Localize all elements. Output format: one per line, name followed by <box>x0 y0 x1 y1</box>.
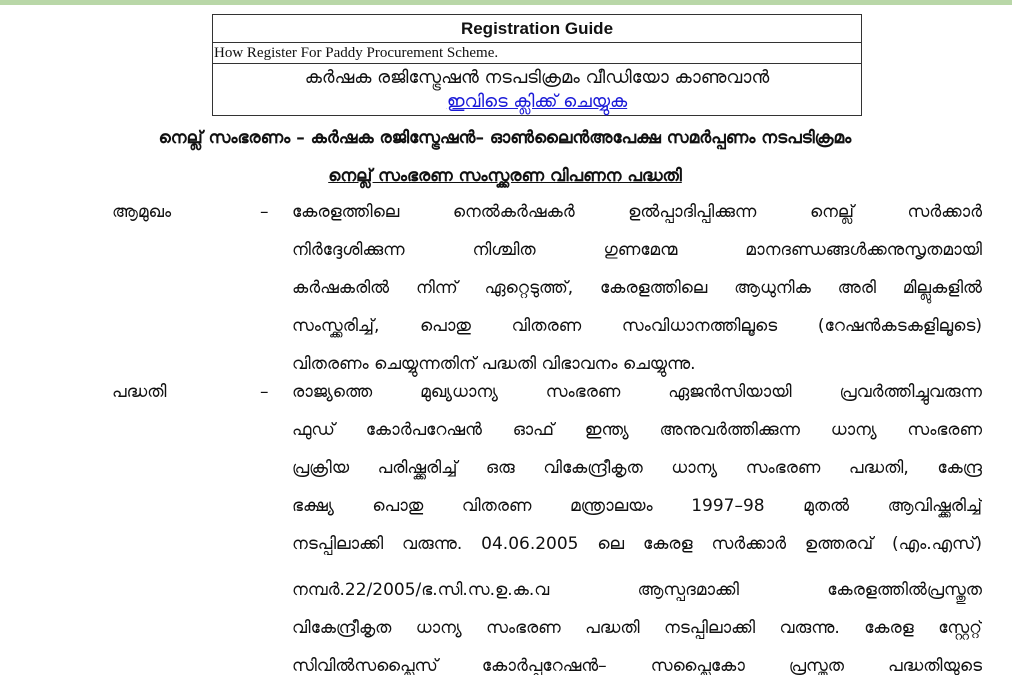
sub-heading <box>40 162 970 190</box>
paragraph-line: കർഷകരിൽ നിന്ന് ഏറ്റെടുത്ത്, കേരളത്തിലെ ആധുനിക അരി മില്ലുകളിൽ <box>292 278 982 298</box>
paragraph-line: വിതരണം ചെയ്യുന്നതിന് പദ്ധതി വിഭാവനം ചെയ്യുന്നു. <box>292 354 696 374</box>
main-heading: നെല്ല് സംഭരണം – കർഷക രജിസ്ട്രേഷൻ– ഓൺലൈൻഅപേക്ഷ സമർപ്പണം നടപടിക്രമം <box>158 128 852 148</box>
section-body-scheme <box>292 378 982 675</box>
paragraph-line: നമ്പർ.22/2005/ഭ.സി.സ.ഉ.ക.വ ആസ്പദമാക്കി കേരളത്തിൽപ്രസ്തുത <box>292 580 982 600</box>
paragraph-line: കേരളത്തിലെ നെൽകർഷകർ ഉൽപ്പാദിപ്പിക്കുന്ന നെല്ല് സർക്കാർ <box>292 202 982 222</box>
paragraph-line: രാജ്യത്തെ മുഖ്യധാന്യ സംഭരണ ഏജൻസിയായി പ്രവർത്തിച്ചുവരുന്ന <box>292 382 982 402</box>
paragraph-line: ഫുഡ് കോർപറേഷൻ ഓഫ് ഇന്ത്യ അനുവർത്തിക്കുന്ന ധാന്യ സംഭരണ <box>292 420 982 440</box>
registration-guide-box <box>212 14 862 116</box>
section-dash: – <box>260 202 269 222</box>
paragraph-line: സിവിൽസപ്ലൈസ് കോർപ്പറേഷൻ– സപ്ലൈകോ പ്രസ്തുത പദ്ധതിയുടെ <box>292 656 982 675</box>
paragraph-line: നിർദ്ദേശിക്കുന്ന നിശ്ചിത ഗുണമേന്മ മാനദണ്ഡങ്ങൾക്കനുസൃതമായി <box>292 240 982 260</box>
guide-video-text: കർഷക രജിസ്ട്രേഷൻ നടപടിക്രമം വീഡിയോ കാണുവാൻ <box>304 67 770 88</box>
section-dash: – <box>260 382 269 402</box>
paragraph-line: നടപ്പിലാക്കി വരുന്നു. 04.06.2005 ലെ കേരള സർക്കാർ ഉത്തരവ് (എം.എസ്) <box>292 534 982 554</box>
sub-heading-text: നെല്ല് സംഭരണ സംസ്ക്കരണ വിപണന പദ്ധതി <box>328 166 682 186</box>
paragraph-line: ഭക്ഷ്യ പൊതു വിതരണ മന്ത്രാലയം 1997–98 മുതൽ ആവിഷ്ക്കരിച്ച് <box>292 496 982 516</box>
paragraph-line: സംസ്ക്കരിച്ച്, പൊതു വിതരണ സംവിധാനത്തിലൂടെ (റേഷൻകടകളിലൂടെ) <box>292 316 982 336</box>
paragraph-line: പ്രക്രിയ പരിഷ്ക്കരിച്ച് ഒരു വികേന്ദ്രീകൃത ധാന്യ സംഭരണ പദ്ധതി, കേന്ദ്ര <box>292 458 982 478</box>
guide-title: Registration Guide <box>213 15 861 43</box>
paragraph-line: വികേന്ദ്രീകൃത ധാന്യ സംഭരണ പദ്ധതി നടപ്പിലാക്കി വരുന്നു. കേരള സ്റ്റേറ്റ് <box>292 618 982 638</box>
guide-link-row <box>213 90 861 114</box>
section-body-introduction <box>292 198 982 388</box>
section-label-introduction: ആമുഖം <box>112 202 172 222</box>
section-label-scheme: പദ്ധതി <box>112 382 167 402</box>
click-here-link[interactable]: ഇവിടെ ക്ലിക്ക് ചെയ്യുക <box>446 91 628 112</box>
top-border-bar <box>0 0 1012 5</box>
guide-subtitle: How Register For Paddy Procurement Scheme. <box>213 43 861 64</box>
